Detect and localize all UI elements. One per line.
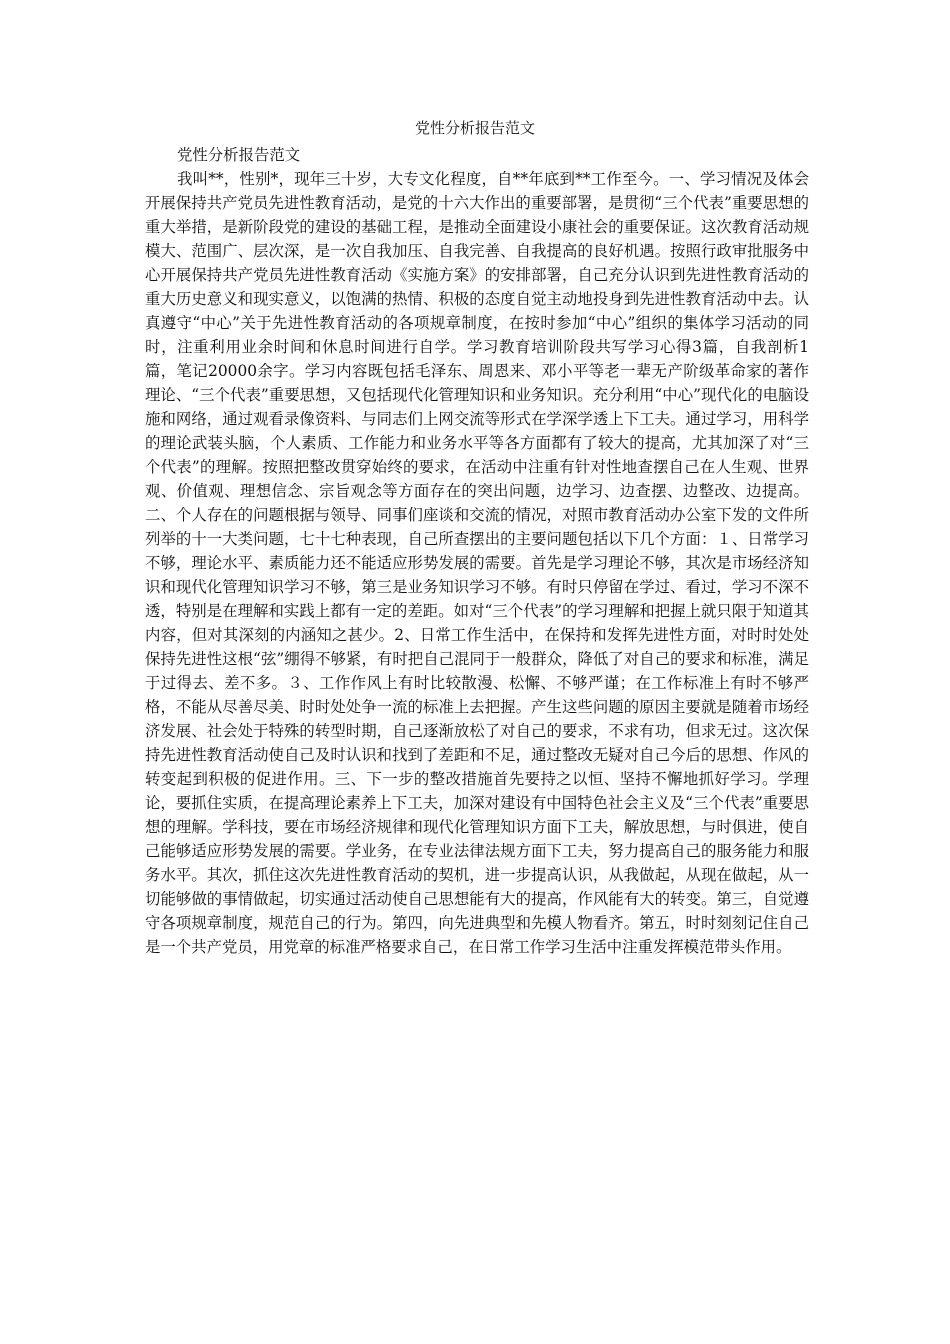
- document-title: 党性分析报告范文: [414, 119, 535, 137]
- body-paragraph: 我叫**，性别*，现年三十岁，大专文化程度，自**年底到**工作至今。一、学习情况及体会开展保持共产党员先进性教育活动，是党的十六大作出的重要部署，是贯彻“三个代表”重要思想的重大举措，是新阶段党的建设的基础工程，是推动全面建设小康社会的重要保证。这次教育活动规模大、范围广、层次深，是一次自我加压、自我完善、自我提高的良好机遇。按照行政审批服务中心开展保持共产党员先进性教育活动《实施方案》的安排部署，自己充分认识到先进性教育活动的重大历史意义和现实意义，以饱满的热情、积极的态度自觉主动地投身到先进性教育活动中去。认真遵守“中心”关于先进性教育活动的各项规章制度，在按时参加“中心”组织的集体学习活动的同时，注重利用业余时间和休息时间进行自学。学习教育培训阶段共写学习心得3篇，自我剖析1篇，笔记20000余字。学习内容既包括毛泽东、周恩来、邓小平等老一辈无产阶级革命家的著作理论、“三个代表”重要思想，又包括现代化管理知识和业务知识。充分利用“中心”现代化的电脑设施和网络，通过观看录像资料、与同志们上网交流等形式在学深学透上下工夫。通过学习，用科学的理论武装头脑，个人素质、工作能力和业务水平等各方面都有了较大的提高，尤其加深了对“三个代表”的理解。按照把整改贯穿始终的要求，在活动中注重有针对性地查摆自己在人生观、世界观、价值观、理想信念、宗旨观念等方面存在的突出问题，边学习、边查摆、边整改、边提高。二、个人存在的问题根据与领导、同事们座谈和交流的情况，对照市教育活动办公室下发的文件所列举的十一大类问题，七十七种表现，自己所查摆出的主要问题包括以下几个方面：１、日常学习不够，理论水平、素质能力还不能适应形势发展的需要。首先是学习理论不够，其次是市场经济知识和现代化管理知识学习不够，第三是业务知识学习不够。有时只停留在学过、看过，学习不深不透，特别是在理解和实践上都有一定的差距。如对“三个代表”的学习理解和把握上就只限于知道其内容，但对其深刻的内涵知之甚少。2、日常工作生活中，在保持和发挥先进性方面，对时时处处保持先进性这根“弦”绷得不够紧，有时把自己混同于一般群众，降低了对自己的要求和标准，满足于过得去、差不多。３、工作作风上有时比较散漫、松懈、不够严谨；在工作标准上有时不够严格，不能从尽善尽美、时时处处争一流的标准上去把握。产生这些问题的原因主要就是随着市场经济发展、社会处于特殊的转型时期，自己逐渐放松了对自己的要求，不求有功，但求无过。这次保持先进性教育活动使自己及时认识和找到了差距和不足，通过整改无疑对自己今后的思想、作风的转变起到积极的促进作用。三、下一步的整改措施首先要持之以恒、坚持不懈地抓好学习。学理论，要抓住实质，在提高理论素养上下工夫，加深对建设有中国特色社会主义及“三个代表”重要思想的理解。学科技，要在市场经济规律和现代化管理知识方面下工夫，解放思想，与时俱进，使自己能够适应形势发展的需要。学业务，在专业法律法规方面下工夫，努力提高自己的服务能力和服务水平。其次，抓住这次先进性教育活动的契机，进一步提高认识，从我做起，从现在做起，从一切能够做的事情做起，切实通过活动使自己思想能有大的提高，作风能有大的转变。第三，自觉遵守各项规章制度，规范自己的行为。第四，向先进典型和先模人物看齐。第五，时时刻刻记住自己是一个共产党员，用党章的标准严格要求自己，在日常工作学习生活中注重发挥模范带头作用。: [145, 170, 809, 956]
- document-subtitle: 党性分析报告范文: [177, 146, 301, 164]
- document-body: [145, 143, 809, 959]
